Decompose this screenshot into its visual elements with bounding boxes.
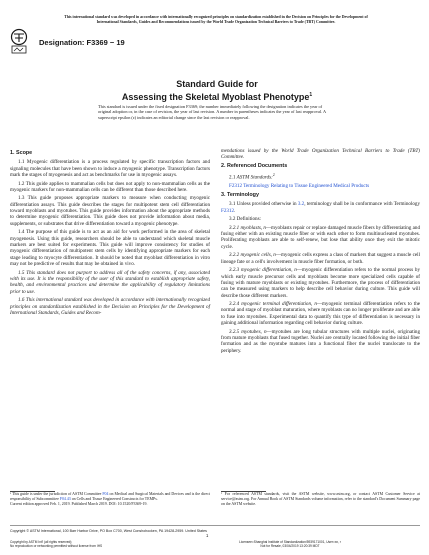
title-footnote-ref[interactable]: 1 [309,92,313,98]
reference-code-link[interactable]: F2312 [229,183,243,190]
page-number: 1 [206,533,209,538]
terminology-f2312-link[interactable]: F2312 [221,207,235,214]
referenced-documents-heading: 2. Referenced Documents [221,162,288,169]
title-text: Assessing the Skeletal Myoblast Phenotype [121,92,310,102]
fn1-b: on Medical and Surgical Materials and Devices and is the direct responsibility of Subcommittee [10,492,211,501]
definition-myotubes [221,329,420,354]
definition-myogenic-differentiation-text: —myogenic differentiation refers to the normal process by which early muscle precursor cells and myoblasts become more specialized cells capable of fusing with mature myoblasts or existing myotubes. Furthermore, the process of differentiation can be measured using markers to help describe cell behavior during culture. This guide will describe those different markers. [221,267,420,299]
fn1-a: ¹ This guide is under the jurisdiction of ASTM Committee [10,492,103,496]
terminology-heading: 3. Terminology [221,191,259,198]
paragraph-3-2: 3.2 Definitions: [229,216,261,223]
wto-statement-cont-text: mendations issued by the World Trade Organization Technical Barriers to Trade (TBT) Committee. [221,148,420,161]
astm-standards-label: ASTM Standards: [236,174,273,181]
standards-notice: This international standard was developed in accordance with internationally recognized principles on standardization established in the Decision on Principles for the Development of International Standards, Guides and Recommendations issued by the World Trade Organization Technical Barriers to Trade (TBT) Committee. [64,15,368,24]
definition-myogenic-cells [221,252,420,265]
paragraph-2-1-label: 2.1 [229,174,237,181]
footnote-1-jurisdiction [10,492,210,502]
colophon-line-2: No reproduction or networking permitted without license from IHS [10,544,103,548]
copyright-line: Copyright © ASTM International, 100 Barr Harbor Drive, PO Box C700, West Conshohocken, PA 19428-2959. United States [10,529,207,533]
reference-f2312 [221,183,420,189]
footnote-ref-2[interactable]: 2 [272,173,275,178]
left-column [10,148,210,318]
definition-myogenic-differentiation [221,267,420,299]
paragraph-1-4: 1.4 The purpose of this guide is to act as an aid for work performed in the area of skeletal myogenesis. Using this guide, researchers should be able to understand which skeletal muscle markers are best suited for experiments. This guide will improve consistency for studies of myogenic differentiation of multipotent stem cells by identifying appropriate markers for each stage leading to myocyte differentiation. It should be noted that myoblast differentiation in vitro may not be predictive of results that may be obtained in vivo. [10,229,210,268]
definition-terminal-differentiation-text: —myogenic terminal differentiation refers to the normal and stage of myoblast maturation, where myoblasts can no longer proliferate and are able to fuse into myotubes. Experimental data to quantify this type of differentiation is necessary in gaining additional information regarding cell behavior during culture. [221,301,421,327]
subcommittee-f04-43-link[interactable]: F04.43 [59,496,71,501]
p3-1-a: 3.1 Unless provided otherwise in [229,201,298,208]
paragraph-1-2: 1.2 This guide applies to mammalian cells but does not apply to non-mammalian cells as the myogenic markers for non-mammalian cells can be different than those described here. [10,180,210,193]
astm-logo-icon [10,28,28,55]
term-myogenic-differentiation: 3.2.3 myogenic differentiation, n [229,267,297,274]
definition-myoblasts-text: —myoblasts repair or replace damaged muscle fibers by differentiating and fusing either with an existing muscle fiber or with each other to form multinucleated myotubes. Proliferating myoblasts are able to self-renew, but lose that ability once they exit the mitotic cycle. [221,224,420,250]
issuance-note: This standard is issued under the fixed designation F3369; the number immediately following the designation indicates the year of original adoption or, in the case of revision, the year of last revision. A number in parentheses indicates the year of last reapproval. A superscript epsilon (ε) indicates an editorial change since the last revision or reapproval. [98,104,326,120]
wto-statement-continued [221,148,420,161]
safety-statement: 1.5 This standard does not purport to address all of the safety concerns, if any, associated with its use. It is the responsibility of the user of this standard to establish appropriate safety, health, and environmental practices and determine the applicability of regulatory limitations prior to use. [10,269,210,295]
colophon-line-1: Copyright by ASTM Int'l (all rights reserved); [10,540,73,544]
colophon [10,540,170,548]
section-3-2-link[interactable]: 3.2 [297,201,305,208]
term-myoblasts: 3.2.1 myoblasts, n [229,224,266,231]
definition-myogenic-cells-text: —myogenic cells express a class of markers that suggest a muscle cell lineage fate or a cell's involvement in muscle fiber formation, or both. [221,252,420,265]
right-column [221,148,420,356]
paragraph-1-1: 1.1 Myogenic differentiation is a process regulated by specific transcription factors and signaling molecules that have been shown to induce a myogenic phenotype. Transcription factors mark the stages of myogenesis and act as benchmarks for use in myogenic assays. [10,159,210,179]
footnote-1-edition: Current edition approved Feb. 1, 2019. Published March 2019. DOI: 10.1520/F3369-19. [10,501,148,506]
license-line-2: Not for Resale, 03/04/2019 13:20:39 MDT [260,544,320,548]
definition-myotubes-text: —myotubes are long tubular structures with multiple nuclei, originating from mature myoblasts that fused together. Nuclei are centrally located following the initial fiber formation and as the myotube matures into a functional fiber the nuclei translocate to the periphery. [221,328,420,354]
document-title [97,79,337,103]
paragraph-3-1 [221,201,420,214]
definition-myoblasts [221,225,420,250]
definition-terminal-differentiation [221,301,420,326]
license-line-1: Licensee=Shanghai Institute of Standardization/5939171001, User=xx, r [239,540,341,544]
footnote-2-text: ² For referenced ASTM standards, visit the ASTM website, www.astm.org, or contact ASTM Customer Service at service@astm.org. For Annual Book of ASTM Standards volume information, refer to the standard's Document Summary page on the ASTM website. [221,492,420,506]
designation: Designation: F3369 − 19 [39,38,125,47]
scope-heading: 1. Scope [10,150,33,156]
wto-statement: 1.6 This international standard was developed in accordance with internationally recognized principles on standardization established in the Decision on Principles for the Development of International Standards, Guides and Recom- [10,297,210,316]
term-terminal-differentiation: 3.2.4 myogenic terminal differentiation, n [229,301,317,308]
title-line-1: Standard Guide for [176,79,258,89]
paragraph-2-1 [221,172,420,181]
p3-1-b: , terminology shall be in conformance with Terminology [304,201,420,208]
license-info [160,540,420,548]
footnote-1 [10,491,210,507]
reference-title-link[interactable]: Terminology Relating to Tissue Engineered Medical Products [243,183,370,190]
term-myogenic-cells: 3.2.2 myogenic cells, n [229,252,276,259]
paragraph-1-5 [10,270,210,295]
term-myotubes: 3.2.5 myotubes, n [229,328,267,335]
title-line-2 [97,90,337,103]
fn1-c: on Cells and Tissue Engineered Constructs for TEMPs. [70,496,158,501]
paragraph-1-6 [10,297,210,316]
footnote-2 [221,491,420,507]
footer-rule [10,525,420,526]
p3-1-c: . [234,207,236,214]
paragraph-1-3: 1.3 This guide proposes appropriate markers to measure when conducting myogenic differentiation assays. This guide describes the stages for multipotent stem cell differentiation toward myoblasts and myotubes. This guide provides information about the appropriate methods to determine myogenic differentiation. This guide does not provide information about media, supplements, or substrates that drive differentiation toward a myogenic phenotype. [10,195,210,227]
committee-f04-link[interactable]: F04 [102,492,109,496]
